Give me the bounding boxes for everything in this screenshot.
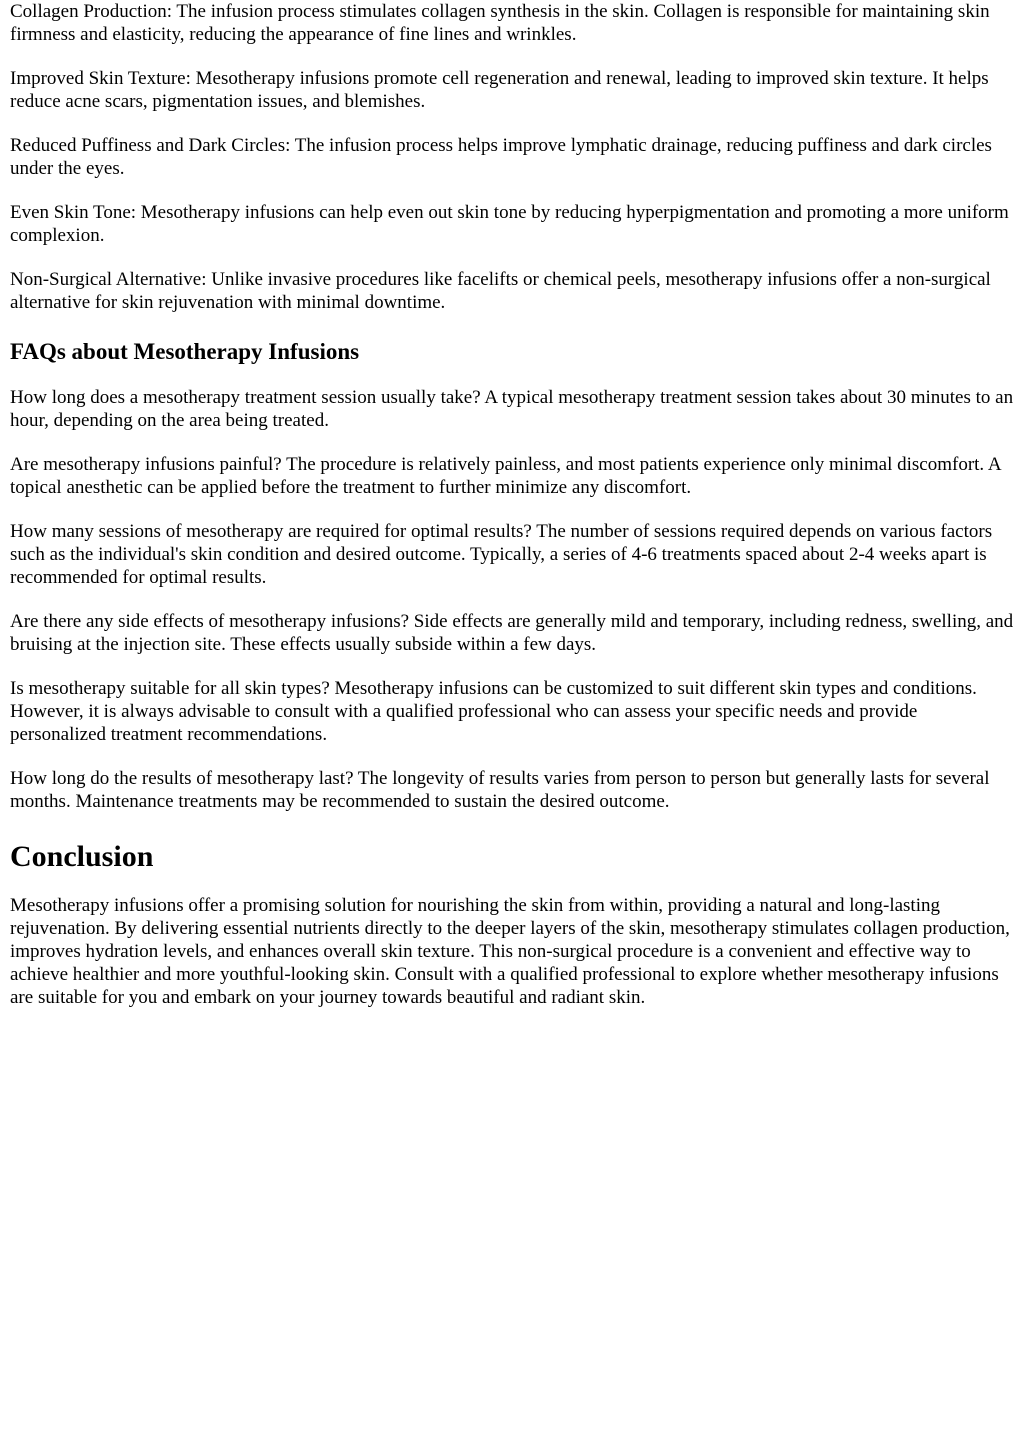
benefit-collagen-production: Collagen Production: The infusion process stimulates collagen synthesis in the skin. Collagen is responsible for maintaining skin firmness and elasticity, reducing the appearance of fine lines and wrinkles. [10,1,990,45]
benefit-non-surgical-alternative: Non-Surgical Alternative: Unlike invasive procedures like facelifts or chemical peels, mesotherapy infusions offer a non-surgical alternative for skin rejuvenation with minimal downtime. [10,269,991,313]
faq-item-sessions-required: How many sessions of mesotherapy are required for optimal results? The number of sessions required depends on various factors such as the individual's skin condition and desired outcome. Typically, a series of 4-6 treatments spaced about 2-4 weeks apart is recommended for optimal results. [10,521,993,588]
benefit-reduced-puffiness: Reduced Puffiness and Dark Circles: The infusion process helps improve lymphatic drainage, reducing puffiness and dark circles under the eyes. [10,135,992,179]
benefit-even-skin-tone: Even Skin Tone: Mesotherapy infusions can help even out skin tone by reducing hyperpigmentation and promoting a more uniform complexion. [10,202,1009,246]
faq-item-session-length: How long does a mesotherapy treatment session usually take? A typical mesotherapy treatment session takes about 30 minutes to an hour, depending on the area being treated. [10,387,1014,431]
conclusion-heading: Conclusion [10,840,154,873]
conclusion-paragraph: Mesotherapy infusions offer a promising solution for nourishing the skin from within, providing a natural and long-lasting rejuvenation. By delivering essential nutrients directly to the deeper layers of the skin, mesotherapy stimulates collagen production, improves hydration levels, and enhances overall skin texture. This non-surgical procedure is a convenient and effective way to achieve healthier and more youthful-looking skin. Consult with a qualified professional to explore whether mesotherapy infusions are suitable for you and embark on your journey towards beautiful and radiant skin. [10,895,1010,1008]
faq-item-pain: Are mesotherapy infusions painful? The procedure is relatively painless, and most patients experience only minimal discomfort. A topical anesthetic can be applied before the treatment to further minimize any discomfort. [10,454,1001,498]
benefit-improved-skin-texture: Improved Skin Texture: Mesotherapy infusions promote cell regeneration and renewal, leading to improved skin texture. It helps reduce acne scars, pigmentation issues, and blemishes. [10,68,989,112]
faq-item-skin-types: Is mesotherapy suitable for all skin types? Mesotherapy infusions can be customized to suit different skin types and conditions. However, it is always advisable to consult with a qualified professional who can assess your specific needs and provide personalized treatment recommendations. [10,678,977,745]
faq-heading: FAQs about Mesotherapy Infusions [10,339,360,364]
faq-item-results-duration: How long do the results of mesotherapy last? The longevity of results varies from person to person but generally lasts for several months. Maintenance treatments may be recommended to sustain the desired outcome. [10,768,990,812]
faq-item-side-effects: Are there any side effects of mesotherapy infusions? Side effects are generally mild and temporary, including redness, swelling, and bruising at the injection site. These effects usually subside within a few days. [10,611,1014,655]
